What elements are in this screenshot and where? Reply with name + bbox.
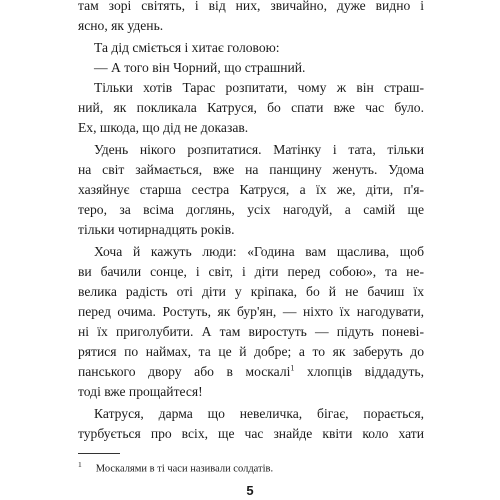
text-line: тоді вже прощайтеся!: [78, 384, 203, 399]
text-line: Катруся, дарма що невеличка, бігає, порається,: [94, 406, 424, 421]
text-line: хазяйнує старша сестра Катруся, а їх же, діти, п'я-: [78, 182, 424, 197]
text-line: Та дід сміється і хитає головою:: [94, 40, 280, 55]
text-line: [78, 362, 424, 382]
text-line: теро, за всіма доглянь, усіх нагодуй, а самій ще: [78, 202, 424, 217]
text-segment: панського двору або в москалі: [78, 364, 291, 379]
text-line: Хоча й кажуть люди: «Година вам щаслива, щоб: [94, 244, 424, 259]
text-line: на світ займається, вже на панщину женуть. Удома: [78, 162, 424, 177]
text-line: турбується про всіх, ще час знайде квіти коло хати: [78, 426, 424, 441]
page-number: 5: [246, 483, 254, 498]
text-line: ви бачили сонце, і світ, і діти перед собою», та не-: [78, 264, 424, 279]
footnote: [78, 458, 424, 477]
text-line: Тільки хотів Тарас розпитати, чому ж він страш-: [94, 80, 424, 95]
footnote-text: Москалями в ті часи називали солдатів.: [95, 463, 274, 475]
text-line: велика радість оті діти у кріпака, бо й не бачиш їх: [78, 284, 424, 299]
text-line: Удень нікого розпитатися. Матінку і тата, тільки: [94, 142, 424, 157]
footnote-marker: 1: [78, 460, 82, 469]
text-line: — А того він Чорний, що страшний.: [94, 60, 306, 75]
text-line: ний, як покликала Катруся, бо спати вже час було.: [78, 100, 424, 115]
text-line: Ех, шкода, що дід не доказав.: [78, 120, 249, 135]
text-line: ясно, як удень.: [78, 18, 164, 33]
text-line: тільки чотирнадцять років.: [78, 222, 235, 237]
text-line: там зорі світять, і від них, звичайно, дуже видно і: [78, 0, 424, 13]
text-line: рятися по наймах, та це й добре; а то як заберуть до: [78, 344, 424, 359]
footnote-ref: 1: [290, 363, 295, 373]
text-segment: хлопців віддадуть,: [294, 364, 424, 379]
text-line: ні їх приголубити. А там виростуть — підуть поневі-: [78, 324, 424, 339]
footnote-divider: [78, 453, 120, 454]
text-line: перед очима. Ростуть, як бур'ян, — ніхто їх нагодувати,: [78, 304, 424, 319]
